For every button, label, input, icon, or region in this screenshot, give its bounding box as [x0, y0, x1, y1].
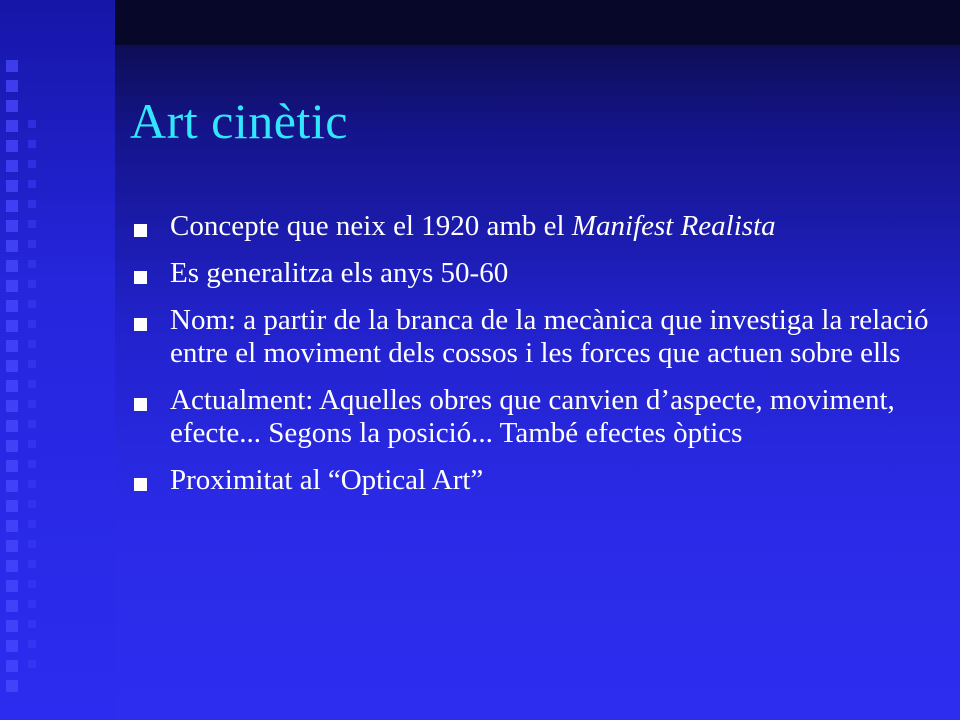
bullet-text: Nom: a partir de la branca de la mecànica que investiga la relació entre el moviment dels cossos i les forces que actuen sobre ells — [170, 304, 929, 369]
bullet-text-italic: Manifest Realista — [571, 210, 776, 242]
bullet-item — [132, 210, 932, 243]
bullet-text: Es generalitza els anys 50-60 — [170, 257, 509, 289]
square-bullet-icon — [134, 224, 147, 237]
bullet-list — [132, 210, 932, 511]
decorative-left-strip — [0, 0, 115, 720]
square-bullet-icon — [134, 318, 147, 331]
decorative-squares-inner — [28, 120, 42, 680]
square-bullet-icon — [134, 271, 147, 284]
bullet-text: Concepte que neix el 1920 amb el — [170, 210, 572, 242]
bullet-item — [132, 257, 932, 290]
bullet-item — [132, 384, 932, 450]
decorative-top-band — [115, 0, 960, 45]
square-bullet-icon — [134, 478, 147, 491]
bullet-text: Actualment: Aquelles obres que canvien d’aspecte, moviment, efecte... Segons la posició... També efectes òptics — [170, 384, 895, 449]
bullet-item — [132, 304, 932, 370]
decorative-squares — [6, 60, 26, 710]
square-bullet-icon — [134, 398, 147, 411]
bullet-text: Proximitat al “Optical Art” — [170, 464, 484, 496]
bullet-item — [132, 464, 932, 497]
slide-title: Art cinètic — [130, 93, 348, 149]
